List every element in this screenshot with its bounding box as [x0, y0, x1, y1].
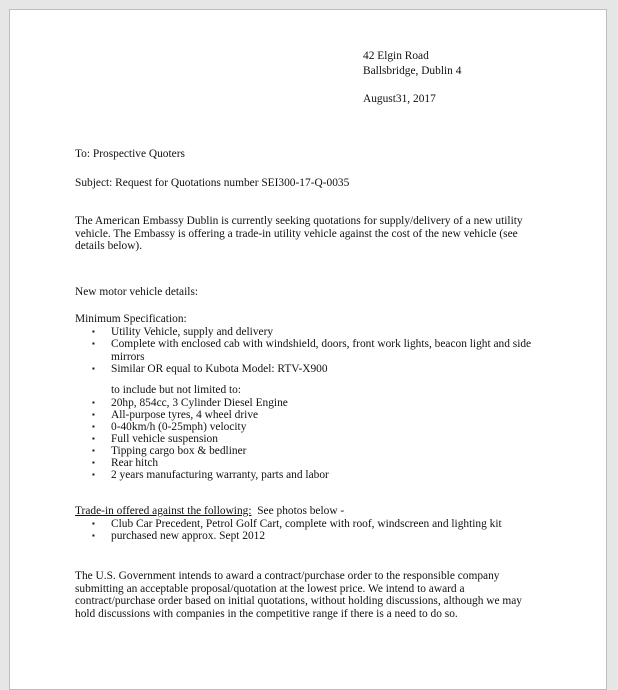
bullet-icon: ▪ — [92, 398, 95, 407]
closing-paragraph: The U.S. Government intends to award a contract/purchase order to the responsible company submitting an acceptable proposal/quotation at the lowest price. We intend to award a contract/purchase order based on initial quotations, without holding discussions, although we may hold discussions with companies in the competitive range if there is a need to do so. — [75, 570, 522, 620]
bullet-icon: ▪ — [92, 339, 95, 348]
bullet-icon: ▪ — [92, 410, 95, 419]
tradein-heading-label: Trade-in offered against the following: — [75, 505, 252, 517]
bullet-icon: ▪ — [92, 470, 95, 479]
new-vehicle-heading: New motor vehicle details: — [75, 286, 199, 298]
bullet-icon: ▪ — [92, 434, 95, 443]
tradein-heading-suffix: See photos below - — [251, 505, 345, 517]
bullet-icon: ▪ — [92, 458, 95, 467]
bullet-icon: ▪ — [92, 519, 95, 528]
subject-line: Subject: Request for Quotations number SEI300-17-Q-0035 — [75, 177, 350, 189]
bullet-icon: ▪ — [92, 327, 95, 336]
to-line: To: Prospective Quoters — [75, 148, 185, 160]
address-line-street: 42 Elgin Road — [363, 50, 429, 62]
bullet-icon: ▪ — [92, 446, 95, 455]
bullet-icon: ▪ — [92, 531, 95, 540]
document-page: 42 Elgin Road Ballsbridge, Dublin 4 August31, 2017 To: Prospective Quoters Subject: Request for Quotations number SEI300-17-Q-0035 The American Embassy Dublin is currently seeking quotations for supply/delivery of a new utility vehicle. The Embassy is offering a trade-in utility vehicle against the cost of the new vehicle (see details below). New motor vehicle details: Minimum Specification: ▪ Utility Vehicle, supply and delivery ▪ Complete with enclosed cab with windshield, doors, front work lights, beacon light and side mirrors ▪ Similar OR equal to Kubota Model: RTV-X900 to include but not limited to: ▪ 20hp, 854cc, 3 Cylinder Diesel Engine ▪ All-purpose tyres, 4 wheel drive ▪ 0-40km/h (0-25mph) velocity ▪ Full vehicle suspension ▪ Tipping cargo box & bedliner ▪ Rear hitch ▪ 2 years manufacturing warranty, parts and labor Trade-in offered against the following: See photos below - ▪ Club Car Precedent, Petrol Golf Cart, complete with roof, windscreen and lighting kit ▪ purchased new approx. Sept 2012 The U.S. Government intends to award a contract/purchase order to the responsible company submitting an acceptable proposal/quotation at the lowest price. We intend to award a contract/purchase order based on initial quotations, without holding discussions, although we may hold discussions with companies in the competitive range if there is a need to do so. — [9, 9, 607, 690]
min-spec-heading: Minimum Specification: — [75, 313, 187, 325]
bullet-icon: ▪ — [92, 422, 95, 431]
letter-date: August31, 2017 — [363, 93, 436, 105]
bullet-icon: ▪ — [92, 364, 95, 373]
address-line-city: Ballsbridge, Dublin 4 — [363, 65, 462, 77]
intro-paragraph: The American Embassy Dublin is currently seeking quotations for supply/delivery of a new utility vehicle. The Embassy is offering a trade-in utility vehicle against the cost of the new vehicle (see details below). — [75, 215, 523, 252]
tradein-heading — [75, 505, 344, 518]
include-heading: to include but not limited to: — [111, 384, 242, 396]
